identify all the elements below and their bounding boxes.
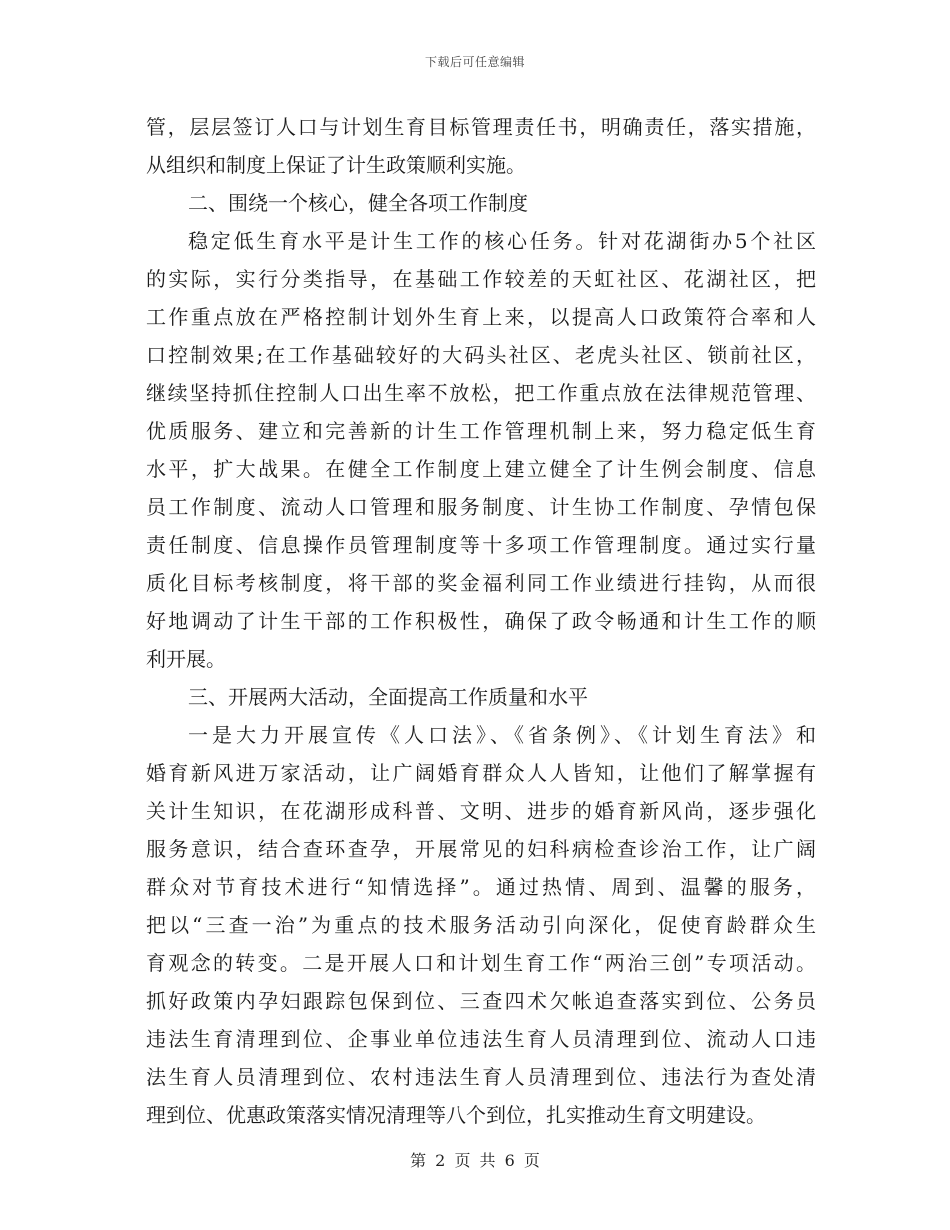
- paragraph-line: 把以“三查一治”为重点的技术服务活动引向深化，促使育龄群众生: [146, 913, 816, 937]
- paragraph-line: 管，层层签订人口与计划生育目标管理责任书，明确责任，落实措施，: [146, 115, 816, 139]
- paragraph-line: 优质服务、建立和完善新的计生工作管理机制上来，努力稳定低生育: [146, 419, 816, 443]
- paragraph-line: 水平，扩大战果。在健全工作制度上建立健全了计生例会制度、信息: [146, 457, 816, 481]
- paragraph-line: 服务意识，结合查环查孕，开展常见的妇科病检查诊治工作，让广阔: [146, 837, 816, 861]
- paragraph-line: 工作重点放在严格控制计划外生育上来，以提高人口政策符合率和人: [146, 305, 816, 329]
- paragraph-line: 群众对节育技术进行“知情选择”。通过热情、周到、温馨的服务，: [146, 875, 816, 899]
- paragraph-line: 法生育人员清理到位、农村违法生育人员清理到位、违法行为查处清: [146, 1065, 816, 1089]
- page-number: 第 2 页 共 6 页: [410, 1151, 540, 1170]
- paragraph-line: 继续坚持抓住控制人口出生率不放松，把工作重点放在法律规范管理、: [146, 381, 816, 405]
- paragraph-line: 好地调动了计生干部的工作积极性，确保了政令畅通和计生工作的顺: [146, 609, 816, 633]
- paragraph-line: 利开展。: [146, 647, 226, 671]
- paragraph-line: 违法生育清理到位、企事业单位违法生育人员清理到位、流动人口违: [146, 1027, 816, 1051]
- page-header-note: 下载后可任意编辑: [424, 55, 525, 69]
- paragraph-line: 育观念的转变。二是开展人口和计划生育工作“两治三创”专项活动。: [146, 951, 816, 975]
- document-body: [146, 108, 816, 1134]
- paragraph-line: 婚育新风进万家活动，让广阔婚育群众人人皆知，让他们了解掌握有: [146, 761, 816, 785]
- section-heading: 三、开展两大活动，全面提高工作质量和水平: [188, 685, 588, 709]
- paragraph-line: 理到位、优惠政策落实情况清理等八个到位，扎实推动生育文明建设。: [146, 1103, 766, 1127]
- paragraph-line: 员工作制度、流动人口管理和服务制度、计生协工作制度、孕情包保: [146, 495, 816, 519]
- section-heading: 二、围绕一个核心，健全各项工作制度: [188, 191, 528, 215]
- paragraph-line: 的实际，实行分类指导，在基础工作较差的天虹社区、花湖社区，把: [146, 267, 816, 291]
- paragraph-line: 从组织和制度上保证了计生政策顺利实施。: [146, 153, 526, 177]
- paragraph-line: 质化目标考核制度，将干部的奖金福利同工作业绩进行挂钩，从而很: [146, 571, 816, 595]
- paragraph-line: 关计生知识，在花湖形成科普、文明、进步的婚育新风尚，逐步强化: [146, 799, 816, 823]
- paragraph-line: 稳定低生育水平是计生工作的核心任务。针对花湖街办5个社区: [188, 229, 816, 253]
- paragraph-line: 一是大力开展宣传《人口法》、《省条例》、《计划生育法》和: [188, 723, 816, 747]
- paragraph-line: 抓好政策内孕妇跟踪包保到位、三查四术欠帐追查落实到位、公务员: [146, 989, 816, 1013]
- paragraph-line: 口控制效果;在工作基础较好的大码头社区、老虎头社区、锁前社区，: [146, 343, 816, 367]
- paragraph-line: 责任制度、信息操作员管理制度等十多项工作管理制度。通过实行量: [146, 533, 816, 557]
